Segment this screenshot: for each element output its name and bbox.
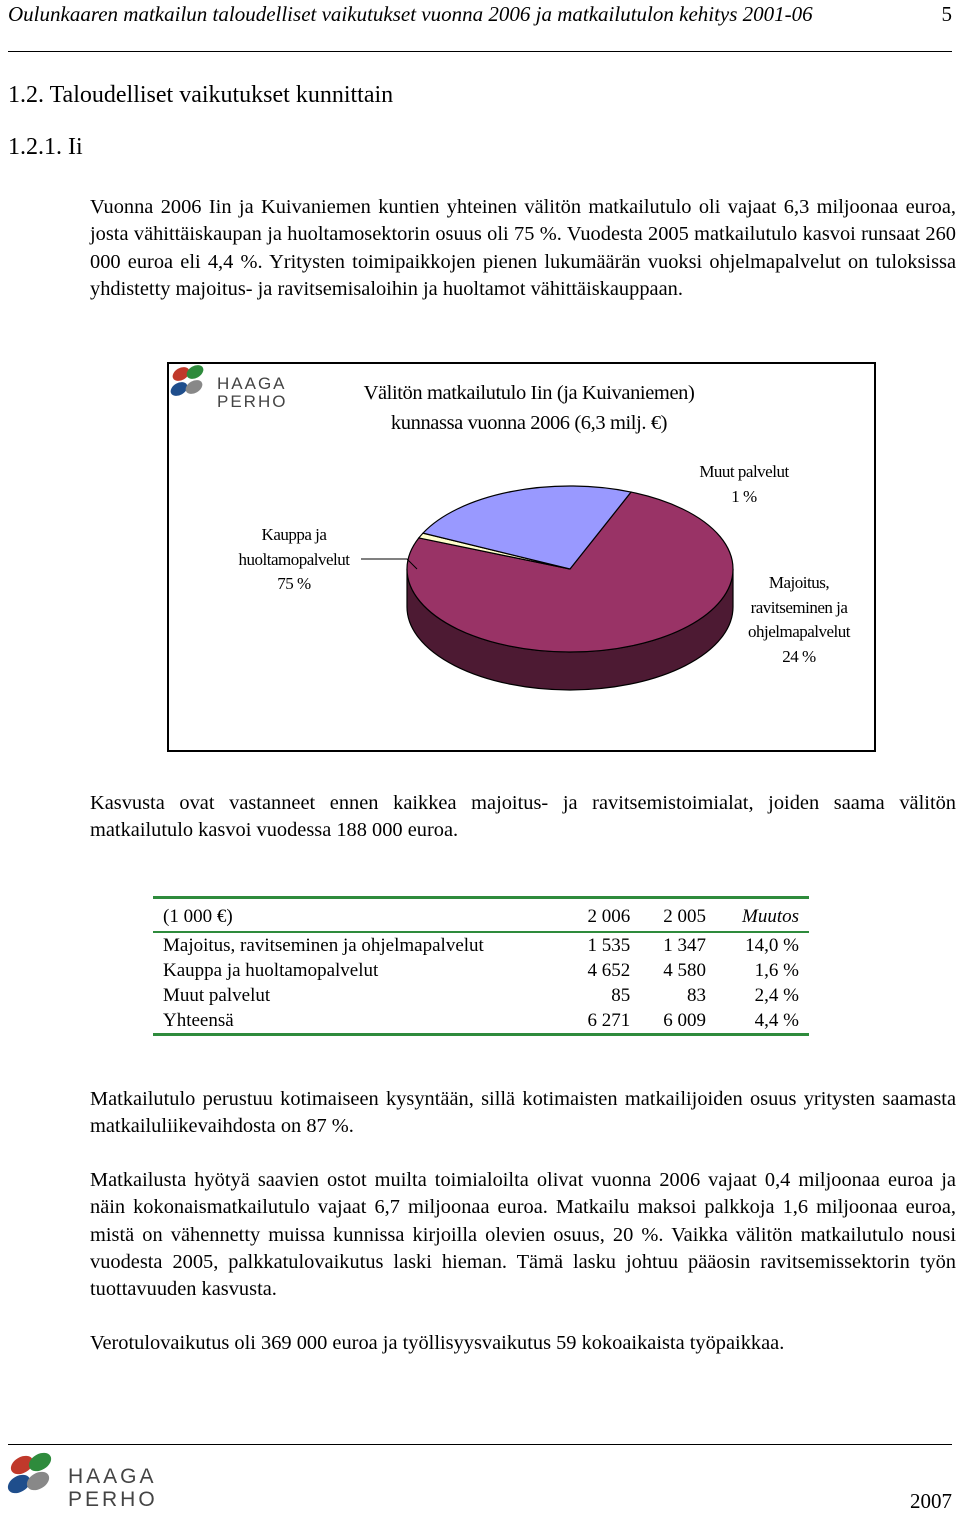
pie-chart-figure [167, 362, 876, 752]
section-heading: 1.2. Taloudelliset vaikutukset kunnittain [8, 82, 394, 108]
footer-logo [4, 1450, 174, 1517]
table-cell: 14,0 % [745, 935, 799, 956]
subsection-heading: 1.2.1. Ii [8, 134, 83, 160]
label-majoitus: Majoitus, ravitseminen ja ohjelmapalvelut 24 % [747, 573, 851, 666]
table-cell: 4 580 [663, 960, 706, 981]
table-cell: 1,6 % [754, 960, 799, 981]
table-cell: 6 009 [663, 1010, 706, 1031]
chart-title-line2: kunnassa vuonna 2006 (6,3 milj. €) [390, 412, 668, 434]
logo-text-1: HAAGA [217, 374, 287, 393]
label-muut: Muut palvelut 1 % [699, 462, 789, 506]
table-row [153, 983, 809, 1008]
label-kauppa: Kauppa ja huoltamopalvelut 75 % [238, 525, 350, 593]
paragraph-intro: Vuonna 2006 Iin ja Kuivaniemen kuntien yhteinen välitön matkailutulo oli vajaat 6,3 miljoonaa euroa, josta vähittäiskaupan ja huoltamosektorin osuus oli 75 %. Vuodesta 2005 matkailutulo kasvoi runsaat 260 000 euroa eli 4,4 %. Yritysten toimipaikkojen pienen lukumäärän vuoksi ohjelmapalvelut on tuloksissa yhdistetty majoitus- ja ravitsemisaloihin ja huoltamot vähittäiskauppaan. [90, 196, 956, 300]
table-cell: 1 535 [587, 935, 631, 956]
table-cell: 83 [686, 985, 706, 1006]
running-header-title: Oulunkaaren matkailun taloudelliset vaikutukset vuonna 2006 ja matkailutulon kehitys 2001-06 [8, 2, 813, 26]
chart-title-line1: Välitön matkailutulo Iin (ja Kuivaniemen) [363, 382, 695, 404]
page-number: 5 [941, 2, 952, 26]
table-cell: 85 [611, 985, 631, 1006]
table-cell: 2,4 % [754, 985, 799, 1006]
table-header-cell: 2 006 [564, 898, 640, 933]
table-header-cell: (1 000 €) [153, 898, 564, 933]
table-cell: 4 652 [587, 960, 631, 981]
table-cell: Yhteensä [163, 1010, 234, 1031]
footer-rule [8, 1444, 952, 1445]
table-header-cell: 2 005 [640, 898, 716, 933]
footer-logo-text-2: PERHO [68, 1488, 158, 1511]
tourism-income-table [153, 896, 809, 1036]
table-header-row [153, 898, 809, 933]
table-cell: Majoitus, ravitseminen ja ohjelmapalvelut [163, 935, 484, 956]
paragraph-domestic: Matkailutulo perustuu kotimaiseen kysyntään, sillä kotimaisten matkailijoiden osuus yritysten saamasta matkailuliikevaihdosta on 87 %. [90, 1088, 956, 1138]
footer-year: 2007 [910, 1489, 952, 1513]
table-cell: 1 347 [663, 935, 706, 956]
paragraph-tax: Verotulovaikutus oli 369 000 euroa ja työllisyysvaikutus 59 kokoaikaista työpaikkaa. [90, 1332, 785, 1354]
table-cell: 4,4 % [754, 1010, 799, 1031]
footer-logo-text-1: HAAGA [68, 1465, 157, 1488]
footer-logo-icon [4, 1450, 174, 1512]
logo-text-2: PERHO [217, 392, 288, 411]
table-cell: Kauppa ja huoltamopalvelut [163, 960, 379, 981]
table-row [153, 1008, 809, 1035]
table-cell: Muut palvelut [163, 985, 271, 1006]
paragraph-growth: Kasvusta ovat vastanneet ennen kaikkea majoitus- ja ravitsemistoimialat, joiden saama välitön matkailutulo kasvoi vuodessa 188 000 euroa. [90, 792, 956, 842]
table-header-cell: Muutos [716, 898, 809, 933]
table-row [153, 932, 809, 958]
header-rule [8, 51, 952, 52]
table-cell: 6 271 [587, 1010, 631, 1031]
table-row [153, 958, 809, 983]
paragraph-wages: Matkailusta hyötyä saavien ostot muilta toimialoilta olivat vuonna 2006 vajaat 0,4 miljoonaa euroa ja näin kokonaismatkailutulo vajaat 6,7 miljoonaa euroa. Matkailu maksoi palkkoja 1,6 miljoonaa euroa, mistä on vähennetty muissa kunnissa kirjoilla olevien osuus, 20 %. Vaikka välitön matkailutulo nousi vuodesta 2005, palkkatulovaikutus laski hieman. Tämä lasku johtuu pääosin ravitsemissektorin työn tuottavuuden kasvusta. [90, 1169, 956, 1301]
